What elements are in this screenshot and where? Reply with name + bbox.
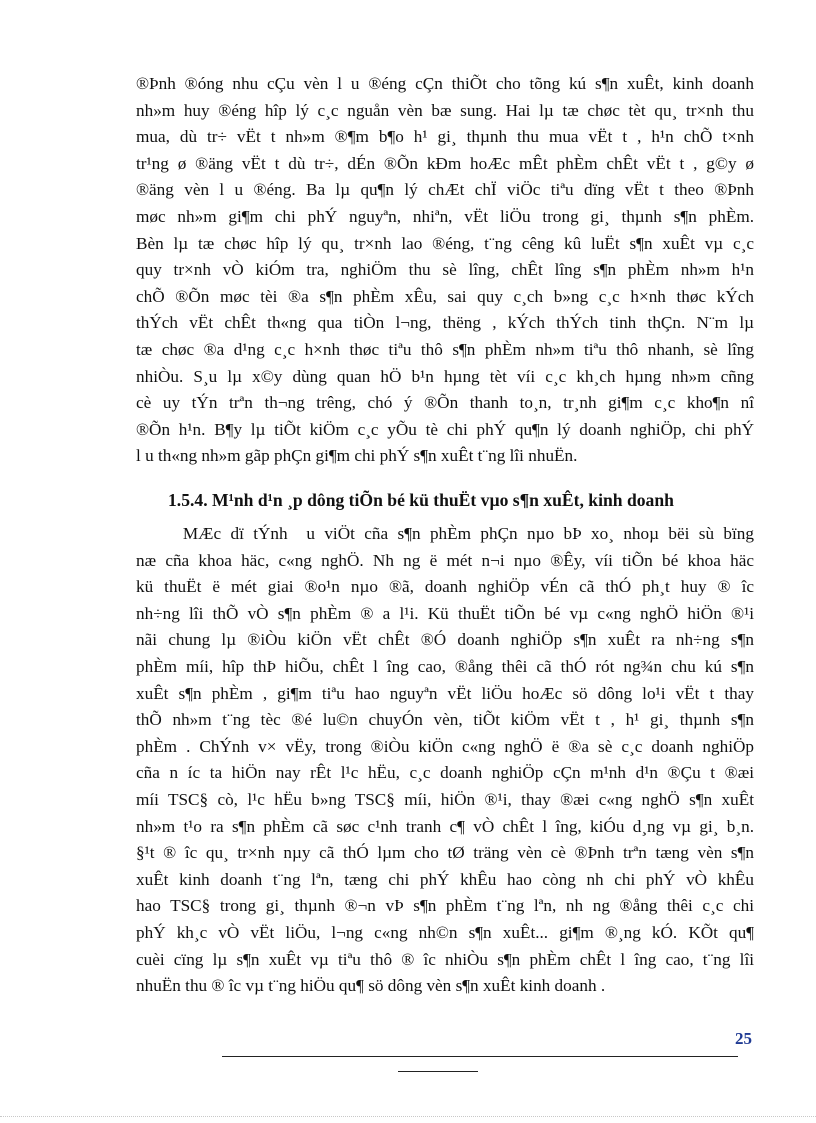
text-line: xuÊt kinh doanh t¨ng lªn, tæng chi phÝ khÊu hao còng nh chi phÝ vÒ khÊu bbox=[136, 869, 754, 889]
paragraph-2 bbox=[136, 521, 754, 1000]
paragraph-1 bbox=[136, 71, 754, 470]
page-number: 25 bbox=[735, 1029, 752, 1048]
text-line: nãi chung lµ ®iÒu kiÖn vËt chÊt ®Ó doanh nghiÖp s¶n xuÊt ra nh÷ng s¶n bbox=[136, 630, 754, 650]
text-line: xuÊt s¶n phÈm , gi¶m tiªu hao nguyªn vËt liÖu hoÆc sö dông lo¹i vËt t thay bbox=[136, 683, 754, 703]
text-line: chÕ ®Õn møc tèi ®a s¶n phÈm xÊu, sai quy c¸ch b»ng c¸c h×nh thøc kÝch bbox=[136, 286, 754, 306]
text-line: nhuËn thu ® îc vµ t¨ng hiÖu qu¶ sö dông vèn s¶n xuÊt kinh doanh . bbox=[136, 976, 606, 996]
text-line: l u th«ng nh»m gãp phÇn gi¶m chi phÝ s¶n xuÊt t¨ng lîi nhuËn. bbox=[136, 446, 578, 466]
text-line: nh»m t¹o ra s¶n phÈm cã søc c¹nh tranh c¶ vÒ chÊt l îng, kiÓu d¸ng vµ gi¸ b¸n. bbox=[136, 816, 754, 836]
text-line: phÈm míi, hîp thÞ hiÕu, chÊt l îng cao, ®ång thêi cã thÓ rót ng¾n chu kú s¶n bbox=[136, 656, 754, 676]
text-line: ®äng vèn l u ®éng. Ba lµ qu¶n lý chÆt chÏ viÖc tiªu dïng vËt t theo ®Þnh bbox=[136, 180, 754, 200]
text-line: thÕ nh»m t¨ng tèc ®é lu©n chuyÓn vèn, tiÕt kiÖm vËt t , h¹ gi¸ thµnh s¶n bbox=[136, 710, 754, 730]
text-line: phÝ kh¸c vÒ vËt liÖu, l¬ng c«ng nh©n s¶n xuÊt... gi¶m ®¸ng kÓ. KÕt qu¶ bbox=[136, 922, 754, 942]
text-line: MÆc dï tÝnh u viÖt cña s¶n phÈm phÇn nµo bÞ xo¸ nhoµ bëi sù bïng bbox=[136, 524, 754, 543]
page-edge-dotted-border bbox=[0, 1116, 816, 1117]
footer-divider-short bbox=[398, 1071, 478, 1072]
text-line: kü thuËt ë mét giai ®o¹n nµo ®ã, doanh nghiÖp vÉn cã thÓ ph¸t huy ® îc bbox=[136, 577, 754, 597]
text-line: ®Õn h¹n. B¶y lµ tiÕt kiÖm c¸c yÕu tè chi phÝ qu¶n lý doanh nghiÖp, chi phÝ bbox=[136, 419, 754, 439]
text-line: mua, dù tr÷ vËt t nh»m ®¶m b¶o h¹ gi¸ thµnh thu mua vËt t , h¹n chÕ t×nh bbox=[136, 127, 754, 147]
text-line: nh»m huy ®éng hîp lý c¸c nguån vèn bæ sung. Hai lµ tæ chøc tèt qu¸ tr×nh thu bbox=[136, 100, 754, 120]
text-line: cuèi cïng lµ s¶n xuÊt vµ tiªu thô ® îc nhiÒu s¶n phÈm chÊt l îng cao, t¨ng lîi bbox=[136, 949, 754, 969]
text-line: nh÷ng lîi thÕ vÒ s¶n phÈm ® a l¹i. Kü thuËt tiÕn bé vµ c«ng nghÖ hiÖn ®¹i bbox=[136, 603, 754, 623]
text-line: phÈm . ChÝnh v× vËy, trong ®iÒu kiÖn c«ng nghÖ ë ®a sè c¸c doanh nghiÖp bbox=[136, 736, 754, 756]
section-heading: 1.5.4. M¹nh d¹n ¸p dông tiÕn bé kü thuËt vµo s¶n xuÊt, kinh doanh bbox=[168, 490, 674, 510]
text-line: møc nh»m gi¶m chi phÝ nguyªn, nhiªn, vËt liÖu trong gi¸ thµnh s¶n phÈm. bbox=[136, 206, 754, 226]
text-line: tr¹ng ø ®äng vËt t dù tr÷, dÉn ®Õn kÐm hoÆc mÊt phÈm chÊt vËt t , g©y ø bbox=[136, 153, 754, 173]
text-line: hao TSC§ trong gi¸ thµnh ®¬n vÞ s¶n phÈm t¨ng lªn, nh ng ®ång thêi c¸c chi bbox=[136, 896, 754, 916]
text-line: nhiÒu. S¸u lµ x©y dùng quan hÖ b¹n hµng tèt víi c¸c kh¸ch hµng nh»m cñng bbox=[136, 366, 754, 386]
text-line: Bèn lµ tæ chøc hîp lý qu¸ tr×nh lao ®éng, t¨ng cêng kû luËt s¶n xuÊt vµ c¸c bbox=[136, 233, 754, 253]
text-line: cè uy tÝn trªn th¬ng trêng, chó ý ®Õn thanh to¸n, tr¸nh gi¶m c¸c kho¶n nî bbox=[136, 393, 754, 413]
text-line: cña n íc ta hiÖn nay rÊt l¹c hËu, c¸c doanh nghiÖp cÇn m¹nh d¹n ®Çu t ®æi bbox=[136, 763, 754, 783]
text-line: tæ chøc ®a d¹ng c¸c h×nh thøc tiªu thô s¶n phÈm nh»m tiªu thô nhanh, sè lîng bbox=[136, 339, 754, 359]
text-line: ®Þnh ®óng nhu cÇu vèn l u ®éng cÇn thiÕt cho tõng kú s¶n xuÊt, kinh doanh bbox=[136, 74, 754, 93]
text-line: thÝch vËt chÊt th«ng qua tiÒn l¬ng, thëng , kÝch thÝch tinh thÇn. N¨m lµ bbox=[136, 313, 754, 333]
text-line: quy tr×nh vÒ kiÓm tra, nghiÖm thu sè lîng, chÊt lîng s¶n phÈm nh»m h¹n bbox=[136, 260, 754, 280]
text-line: næ cña khoa häc, c«ng nghÖ. Nh ng ë mét n¬i nµo ®Êy, víi tiÕn bé khoa häc bbox=[136, 550, 754, 570]
text-line: §¹t ® îc qu¸ tr×nh nµy cã thÓ lµm cho tØ träng vèn cè ®Þnh trªn tæng vèn s¶n bbox=[136, 843, 754, 863]
text-line: míi TSC§ cò, l¹c hËu b»ng TSC§ míi, hiÖn ®¹i, thay ®æi c«ng nghÖ s¶n xuÊt bbox=[136, 789, 754, 809]
footer-divider bbox=[222, 1056, 738, 1057]
